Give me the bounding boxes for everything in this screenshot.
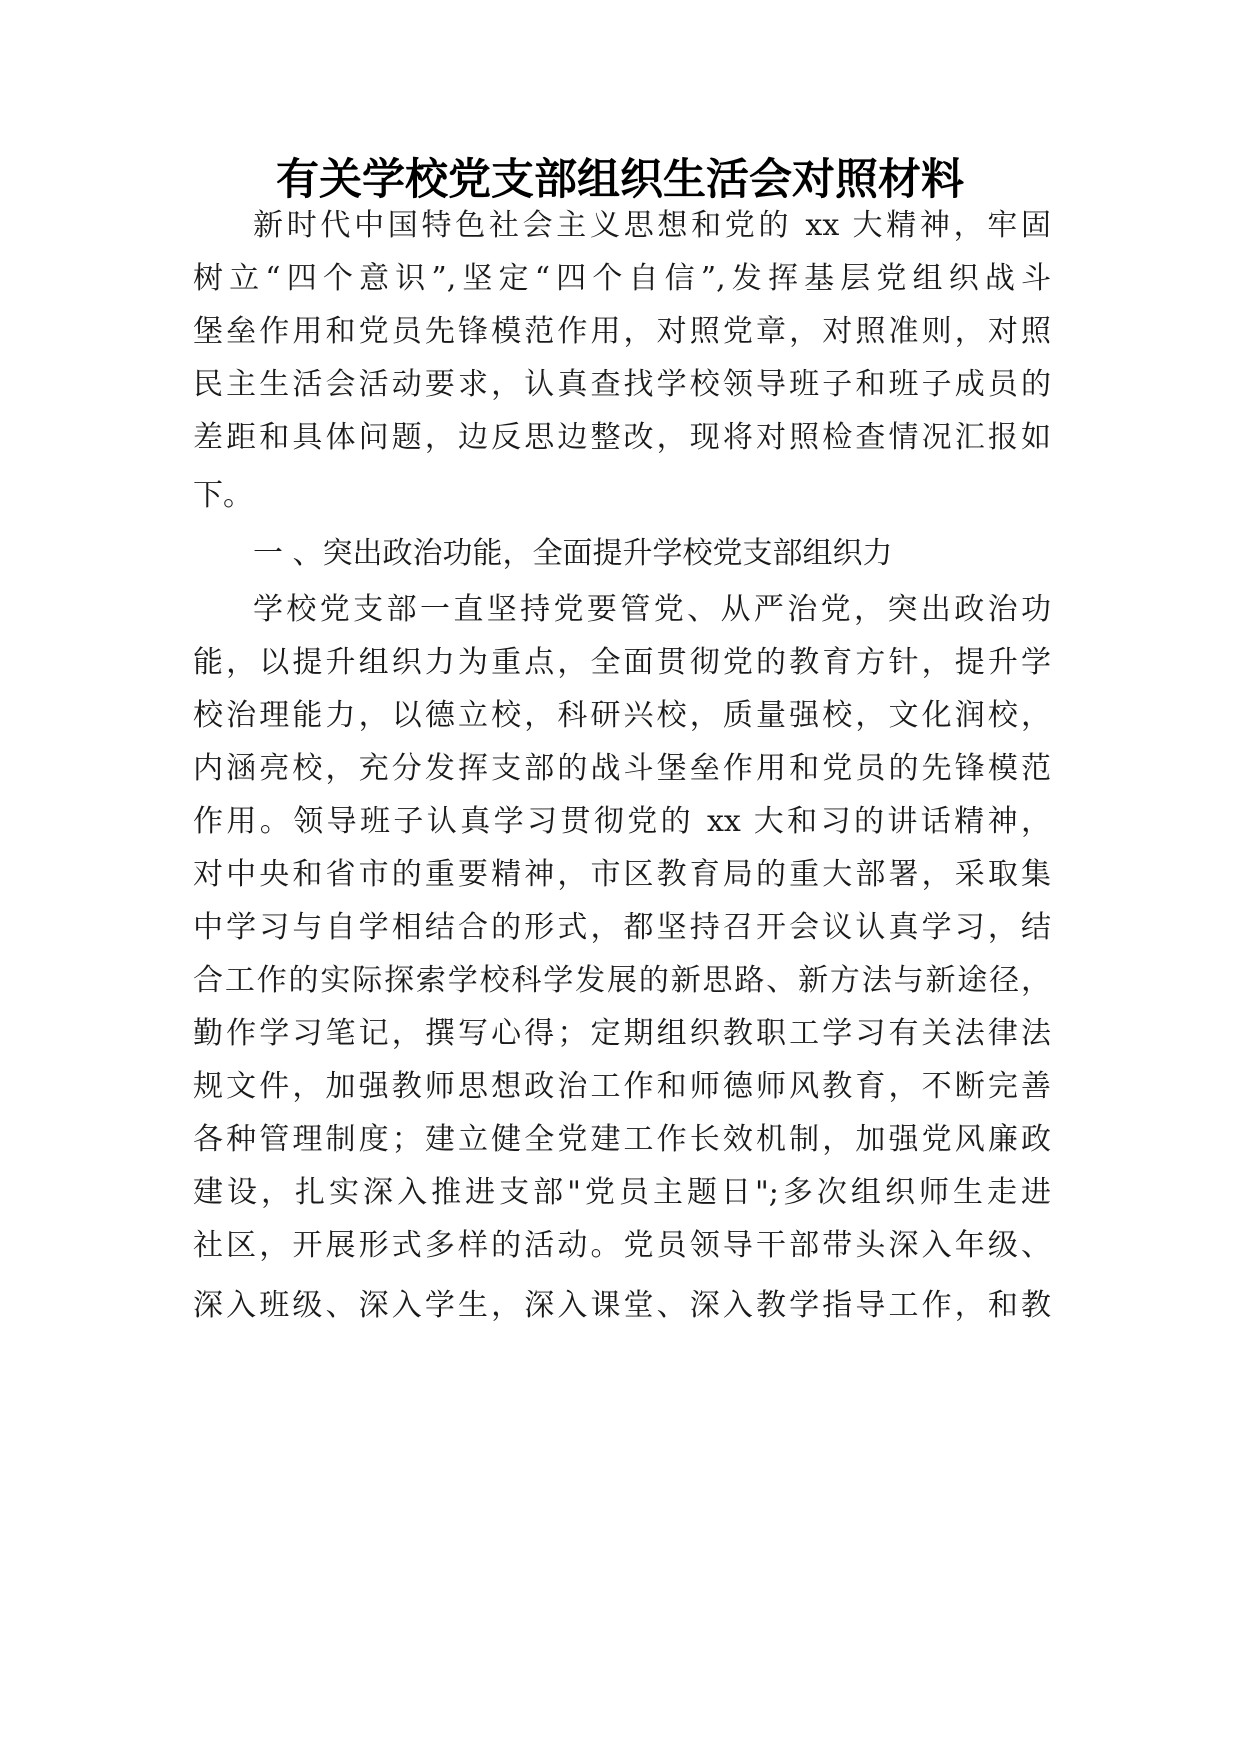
intro-line: 新时代中国特色社会主义思想和党的 xx 大精神，牢固	[253, 208, 1051, 243]
body-line: 勤作学习笔记，撰写心得；定期组织教职工学习有关法律法	[193, 1016, 1051, 1051]
body-line: 规文件，加强教师思想政治工作和师德师风教育，不断完善	[193, 1069, 1051, 1104]
body-line: 校治理能力，以德立校，科研兴校，质量强校，文化润校，	[193, 698, 1051, 733]
intro-line: 差距和具体问题，边反思边整改，现将对照检查情况汇报如	[193, 420, 1051, 455]
body-line: 各种管理制度；建立健全党建工作长效机制，加强党风廉政	[193, 1122, 1051, 1157]
body-line: 社区，开展形式多样的活动。党员领导干部带头深入年级、	[193, 1228, 1051, 1263]
body-line: 对中央和省市的重要精神，市区教育局的重大部署，采取集	[193, 857, 1051, 892]
body-line: 中学习与自学相结合的形式，都坚持召开会议认真学习，结	[193, 910, 1051, 945]
body-line: 深入班级、深入学生，深入课堂、深入教学指导工作，和教	[193, 1288, 1051, 1323]
body-line: 合工作的实际探索学校科学发展的新思路、新方法与新途径，	[193, 963, 1051, 998]
intro-line: 下。	[193, 478, 253, 513]
body-line: 内涵亮校，充分发挥支部的战斗堡垒作用和党员的先锋模范	[193, 751, 1051, 786]
intro-line: 堡垒作用和党员先锋模范作用，对照党章，对照准则，对照	[193, 314, 1051, 349]
body-line: 建设，扎实深入推进支部"党员主题日";多次组织师生走进	[193, 1175, 1051, 1210]
intro-line: 民主生活会活动要求，认真查找学校领导班子和班子成员的	[193, 367, 1051, 402]
body-line: 学校党支部一直坚持党要管党、从严治党，突出政治功	[253, 592, 1051, 627]
body-line: 作用。领导班子认真学习贯彻党的 xx 大和习的讲话精神，	[193, 804, 1051, 839]
document-title: 有关学校党支部组织生活会对照材料	[276, 155, 964, 205]
body-line: 能，以提升组织力为重点，全面贯彻党的教育方针，提升学	[193, 645, 1051, 680]
intro-line: 树立“四个意识”,坚定“四个自信”,发挥基层党组织战斗	[193, 261, 1051, 296]
section-heading: 一 、突出政治功能，全面提升学校党支部组织力	[253, 536, 893, 571]
